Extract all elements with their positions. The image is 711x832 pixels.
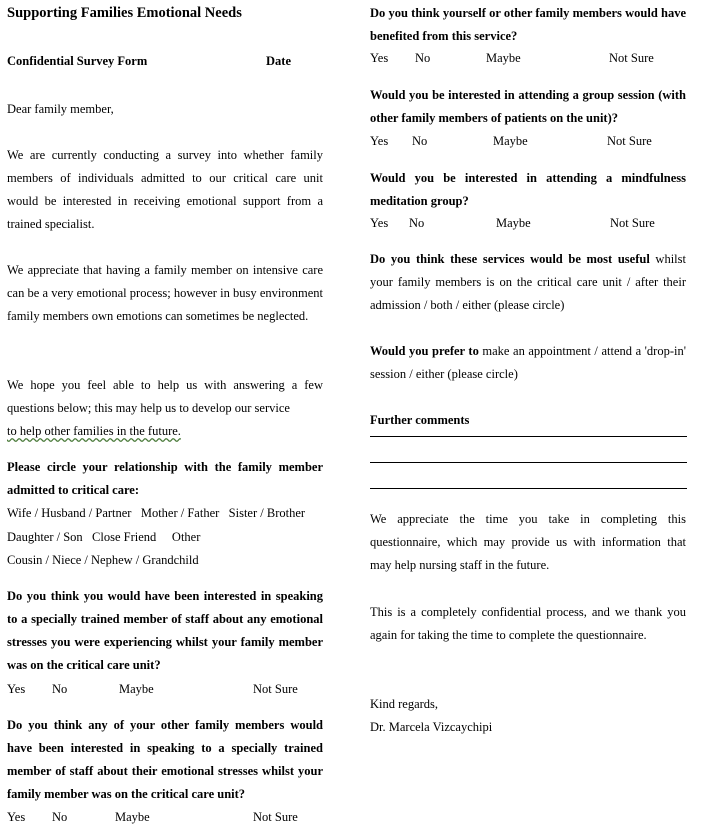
question-3-options [370, 48, 686, 68]
q3-yes-option[interactable]: Yes [370, 51, 389, 65]
q3-not-sure-option[interactable]: Not Sure [609, 51, 654, 65]
intro-paragraph-4 [7, 420, 323, 443]
relationship-line-3[interactable]: Cousin / Niece / Nephew / Grandchild [7, 553, 199, 567]
page-title: Supporting Families Emotional Needs [7, 5, 242, 21]
question-2-options [7, 807, 323, 827]
prefer-question-rest[interactable]: make an appointment / attend a 'drop-in' session / either (please circle) [370, 344, 686, 381]
further-comments-label: Further comments [370, 413, 470, 427]
sign-off: Kind regards, [370, 697, 439, 711]
q5-yes-option[interactable]: Yes [370, 216, 389, 230]
q1-no-option[interactable]: No [52, 682, 68, 696]
intro-paragraph-4-text: to help other families in the future. [7, 424, 181, 438]
relationship-line-1[interactable]: Wife / Husband / Partner Mother / Father Sister / Brother [7, 506, 306, 520]
q4-yes-option[interactable]: Yes [370, 134, 389, 148]
q1-yes-option[interactable]: Yes [7, 682, 26, 696]
q5-no-option[interactable]: No [409, 216, 425, 230]
intro-paragraph-3: We hope you feel able to help us with answering a few questions below; this may help us to develop our service [7, 378, 323, 415]
comment-line-1[interactable] [370, 436, 687, 437]
q4-no-option[interactable]: No [412, 134, 428, 148]
intro-paragraph-1: We are currently conducting a survey into whether family members of individuals admitted to our critical care unit would be interested in receiving emotional support from a trained specialist. [7, 148, 323, 231]
date-label: Date [266, 54, 291, 68]
q2-maybe-option[interactable]: Maybe [115, 810, 150, 824]
q3-maybe-option[interactable]: Maybe [486, 51, 521, 65]
closing-paragraph-1: We appreciate the time you take in completing this questionnaire, which may provide us with information that may help nursing staff in the future. [370, 512, 686, 572]
signature: Dr. Marcela Vizcaychipi [370, 720, 493, 734]
relationship-question: Please circle your relationship with the family member admitted to critical care: [7, 460, 323, 497]
q2-no-option[interactable]: No [52, 810, 68, 824]
prefer-question-lead: Would you prefer to [370, 344, 479, 358]
intro-paragraph-2: We appreciate that having a family member on intensive care can be a very emotional process; however in busy environment family members own emotions can sometimes be neglected. [7, 263, 323, 323]
prefer-question [370, 340, 686, 386]
question-5: Would you be interested in attending a mindfulness meditation group? [370, 171, 686, 208]
question-1-options [7, 679, 323, 699]
q2-yes-option[interactable]: Yes [7, 810, 26, 824]
comment-line-3[interactable] [370, 488, 687, 489]
greeting: Dear family member, [7, 102, 114, 116]
q1-not-sure-option[interactable]: Not Sure [253, 682, 298, 696]
q4-not-sure-option[interactable]: Not Sure [607, 134, 652, 148]
closing-paragraph-2: This is a completely confidential process, and we thank you again for taking the time to complete the questionnaire. [370, 605, 686, 642]
q1-maybe-option[interactable]: Maybe [119, 682, 154, 696]
question-1: Do you think you would have been interested in speaking to a specially trained member of staff about any emotional stresses you were experiencing whilst your family member was on the critical care unit? [7, 589, 323, 672]
q3-no-option[interactable]: No [415, 51, 431, 65]
question-3: Do you think yourself or other family members would have benefited from this service? [370, 6, 686, 43]
question-2: Do you think any of your other family members would have been interested in speaking to a specially trained member of staff about their emotional stresses whilst your family member was on the critical care unit? [7, 718, 323, 801]
q5-maybe-option[interactable]: Maybe [496, 216, 531, 230]
question-4: Would you be interested in attending a group session (with other family members of patients on the unit)? [370, 88, 686, 125]
question-5-options [370, 213, 686, 233]
question-4-options [370, 131, 686, 151]
q5-not-sure-option[interactable]: Not Sure [610, 216, 655, 230]
q2-not-sure-option[interactable]: Not Sure [253, 810, 298, 824]
q4-maybe-option[interactable]: Maybe [493, 134, 528, 148]
useful-question-lead: Do you think these services would be most useful [370, 252, 650, 266]
relationship-line-2[interactable]: Daughter / Son Close Friend Other [7, 530, 201, 544]
comment-line-2[interactable] [370, 462, 687, 463]
useful-question [370, 248, 686, 317]
useful-question-rest[interactable]: whilst your family members is on the critical care unit / after their admission / both / either (please circle) [370, 252, 686, 312]
form-header [7, 54, 323, 69]
form-label: Confidential Survey Form [7, 54, 148, 68]
